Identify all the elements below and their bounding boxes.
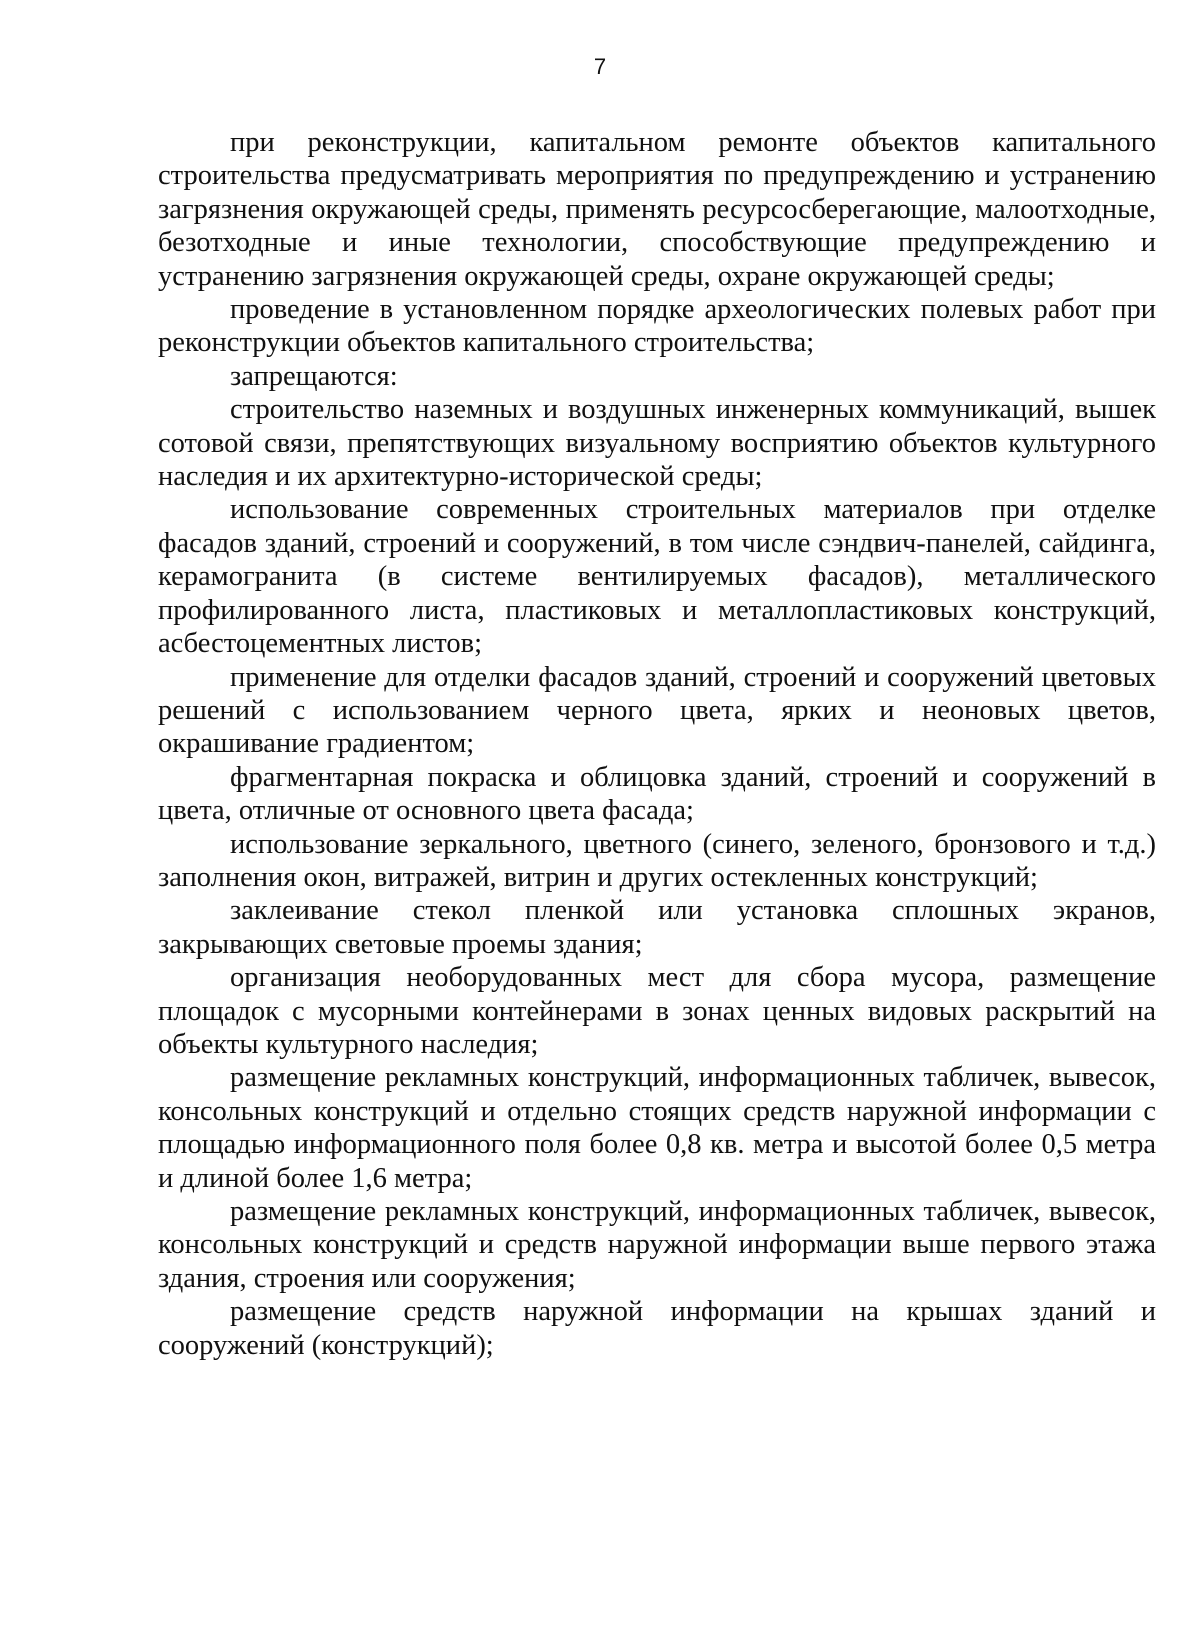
list-item: применение для отделки фасадов зданий, строений и сооружений цветовых решений с использованием черного цвета, ярких и неоновых цветов, окрашивание градиентом; — [158, 661, 1156, 760]
list-item: строительство наземных и воздушных инженерных коммуникаций, вышек сотовой связи, препятствующих визуальному восприятию объектов культурного наследия и их архитектурно-исторической среды; — [158, 394, 1156, 493]
document-body — [158, 126, 1156, 1362]
list-item: использование современных строительных материалов при отделке фасадов зданий, строений и сооружений, в том числе сэндвич-панелей, сайдинга, керамогранита (в системе вентилируемых фасадов), металлического профилированного листа, пластиковых и металлопластиковых конструкций, асбестоцементных листов; — [158, 494, 1156, 660]
list-item: размещение средств наружной информации на крышах зданий и сооружений (конструкций); — [158, 1296, 1156, 1361]
paragraph: проведение в установленном порядке археологических полевых работ при реконструкции объектов капитального строительства; — [158, 294, 1156, 359]
list-item: организация необорудованных мест для сбора мусора, размещение площадок с мусорными контейнерами в зонах ценных видовых раскрытий на объекты культурного наследия; — [158, 962, 1156, 1060]
list-item: фрагментарная покраска и облицовка зданий, строений и сооружений в цвета, отличные от основного цвета фасада; — [158, 761, 1156, 827]
list-item: размещение рекламных конструкций, информационных табличек, вывесок, консольных конструкций и отдельно стоящих средств наружной информации с площадью информационного поля более 0,8 кв. метра и высотой более 0,5 метра и длиной более 1,6 метра; — [158, 1062, 1156, 1194]
page-number: 7 — [593, 54, 607, 79]
list-item: размещение рекламных конструкций, информационных табличек, вывесок, консольных конструкций и средств наружной информации выше первого этажа здания, строения или сооружения; — [158, 1196, 1156, 1294]
paragraph: при реконструкции, капитальном ремонте объектов капитального строительства предусматривать мероприятия по предупреждению и устранению загрязнения окружающей среды, применять ресурсосберегающие, малоотходные, безотходные и иные технологии, способствующие предупреждению и устранению загрязнения окружающей среды, охране окружающей среды; — [158, 127, 1156, 292]
paragraph-heading-prohibited: запрещаются: — [230, 360, 398, 392]
list-item: заклеивание стекол пленкой или установка сплошных экранов, закрывающих световые проемы здания; — [158, 895, 1156, 960]
list-item: использование зеркального, цветного (синего, зеленого, бронзового и т.д.) заполнения окон, витражей, витрин и других остекленных конструкций; — [158, 828, 1156, 893]
